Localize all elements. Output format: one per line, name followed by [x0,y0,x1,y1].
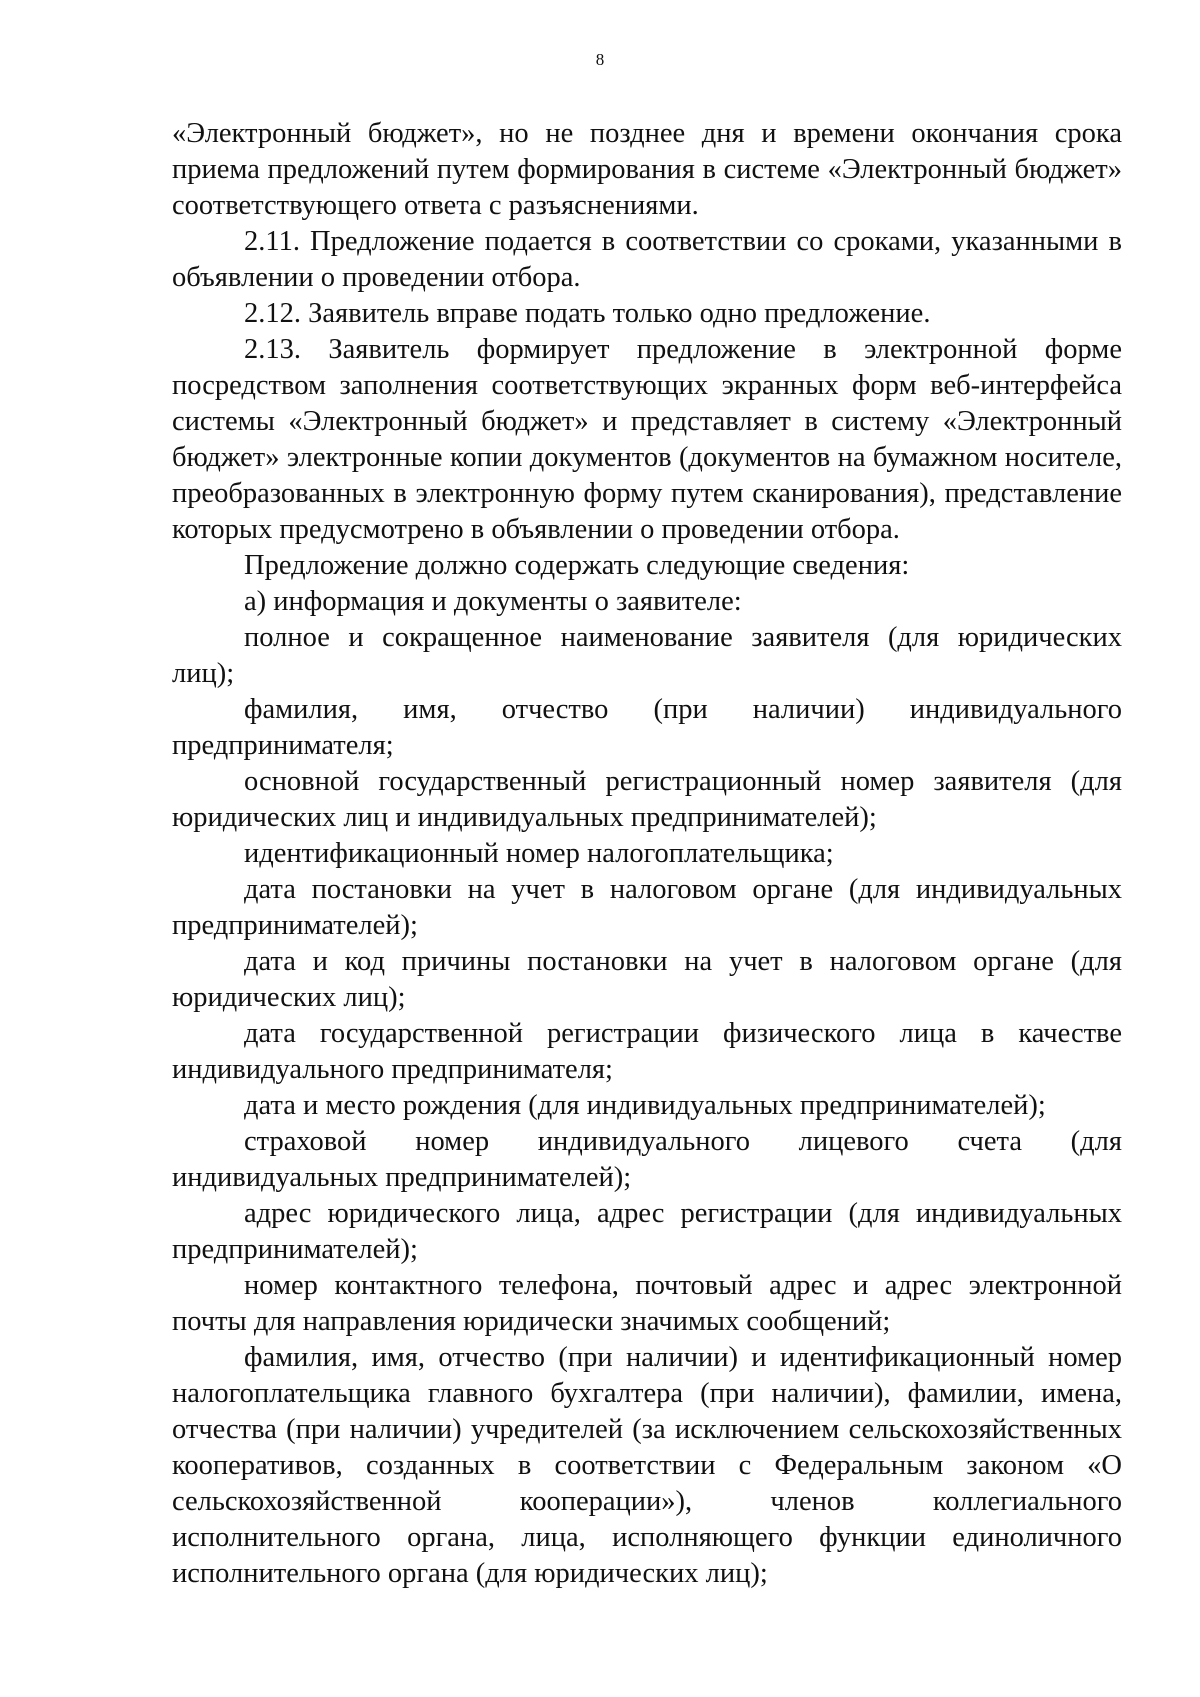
list-item-snils: страховой номер индивидуального лицевого счета (для индивидуальных предпринимателей); [172,1126,1122,1193]
paragraph-continuation: «Электронный бюджет», но не позднее дня и времени окончания срока приема предложений путем формирования в системе «Электронный бюджет» соответствующего ответа с разъяснениями. [172,118,1122,221]
list-item-inn: идентификационный номер налогоплательщика; [244,838,834,869]
list-item-address: адрес юридического лица, адрес регистрации (для индивидуальных предпринимателей); [172,1198,1122,1265]
page-number: 8 [595,50,605,69]
list-item-state-registration-date: дата государственной регистрации физического лица в качестве индивидуального предпринимателя; [172,1018,1122,1085]
list-item-kpp: дата и код причины постановки на учет в налоговом органе (для юридических лиц); [172,946,1122,1013]
paragraph-2-11: 2.11. Предложение подается в соответствии со сроками, указанными в объявлении о проведении отбора. [172,226,1122,293]
document-body [172,116,1122,1592]
paragraph-2-13: 2.13. Заявитель формирует предложение в электронной форме посредством заполнения соответствующих экранных форм веб-интерфейса системы «Электронный бюджет» и представляет в систему «Электронный бюджет» электронные копии документов (документов на бумажном носителе, преобразованных в электронную форму путем сканирования), представление которых предусмотрено в объявлении о проведении отбора. [172,334,1122,545]
list-item-officers: фамилия, имя, отчество (при наличии) и идентификационный номер налогоплательщика главного бухгалтера (при наличии), фамилии, имена, отчества (при наличии) учредителей (за исключением сельскохозяйственных кооперативов, созданных в соответствии с Федеральным законом «О сельскохозяйственной кооперации»), членов коллегиального исполнительного органа, лица, исполняющего функции единоличного исполнительного органа (для юридических лиц); [172,1342,1122,1589]
list-item-tax-registration-date: дата постановки на учет в налоговом органе (для индивидуальных предпринимателей); [172,874,1122,941]
list-item-name: полное и сокращенное наименование заявителя (для юридических лиц); [172,622,1122,689]
list-item-full-name: фамилия, имя, отчество (при наличии) индивидуального предпринимателя; [172,694,1122,761]
list-item-birth-date-place: дата и место рождения (для индивидуальных предпринимателей); [244,1090,1046,1121]
paragraph-required-info-intro: Предложение должно содержать следующие сведения: [244,550,910,581]
list-item-contacts: номер контактного телефона, почтовый адрес и адрес электронной почты для направления юридически значимых сообщений; [172,1270,1122,1337]
paragraph-item-a: а) информация и документы о заявителе: [244,586,742,617]
list-item-ogrn: основной государственный регистрационный номер заявителя (для юридических лиц и индивидуальных предпринимателей); [172,766,1122,833]
paragraph-2-12: 2.12. Заявитель вправе подать только одно предложение. [244,298,931,329]
